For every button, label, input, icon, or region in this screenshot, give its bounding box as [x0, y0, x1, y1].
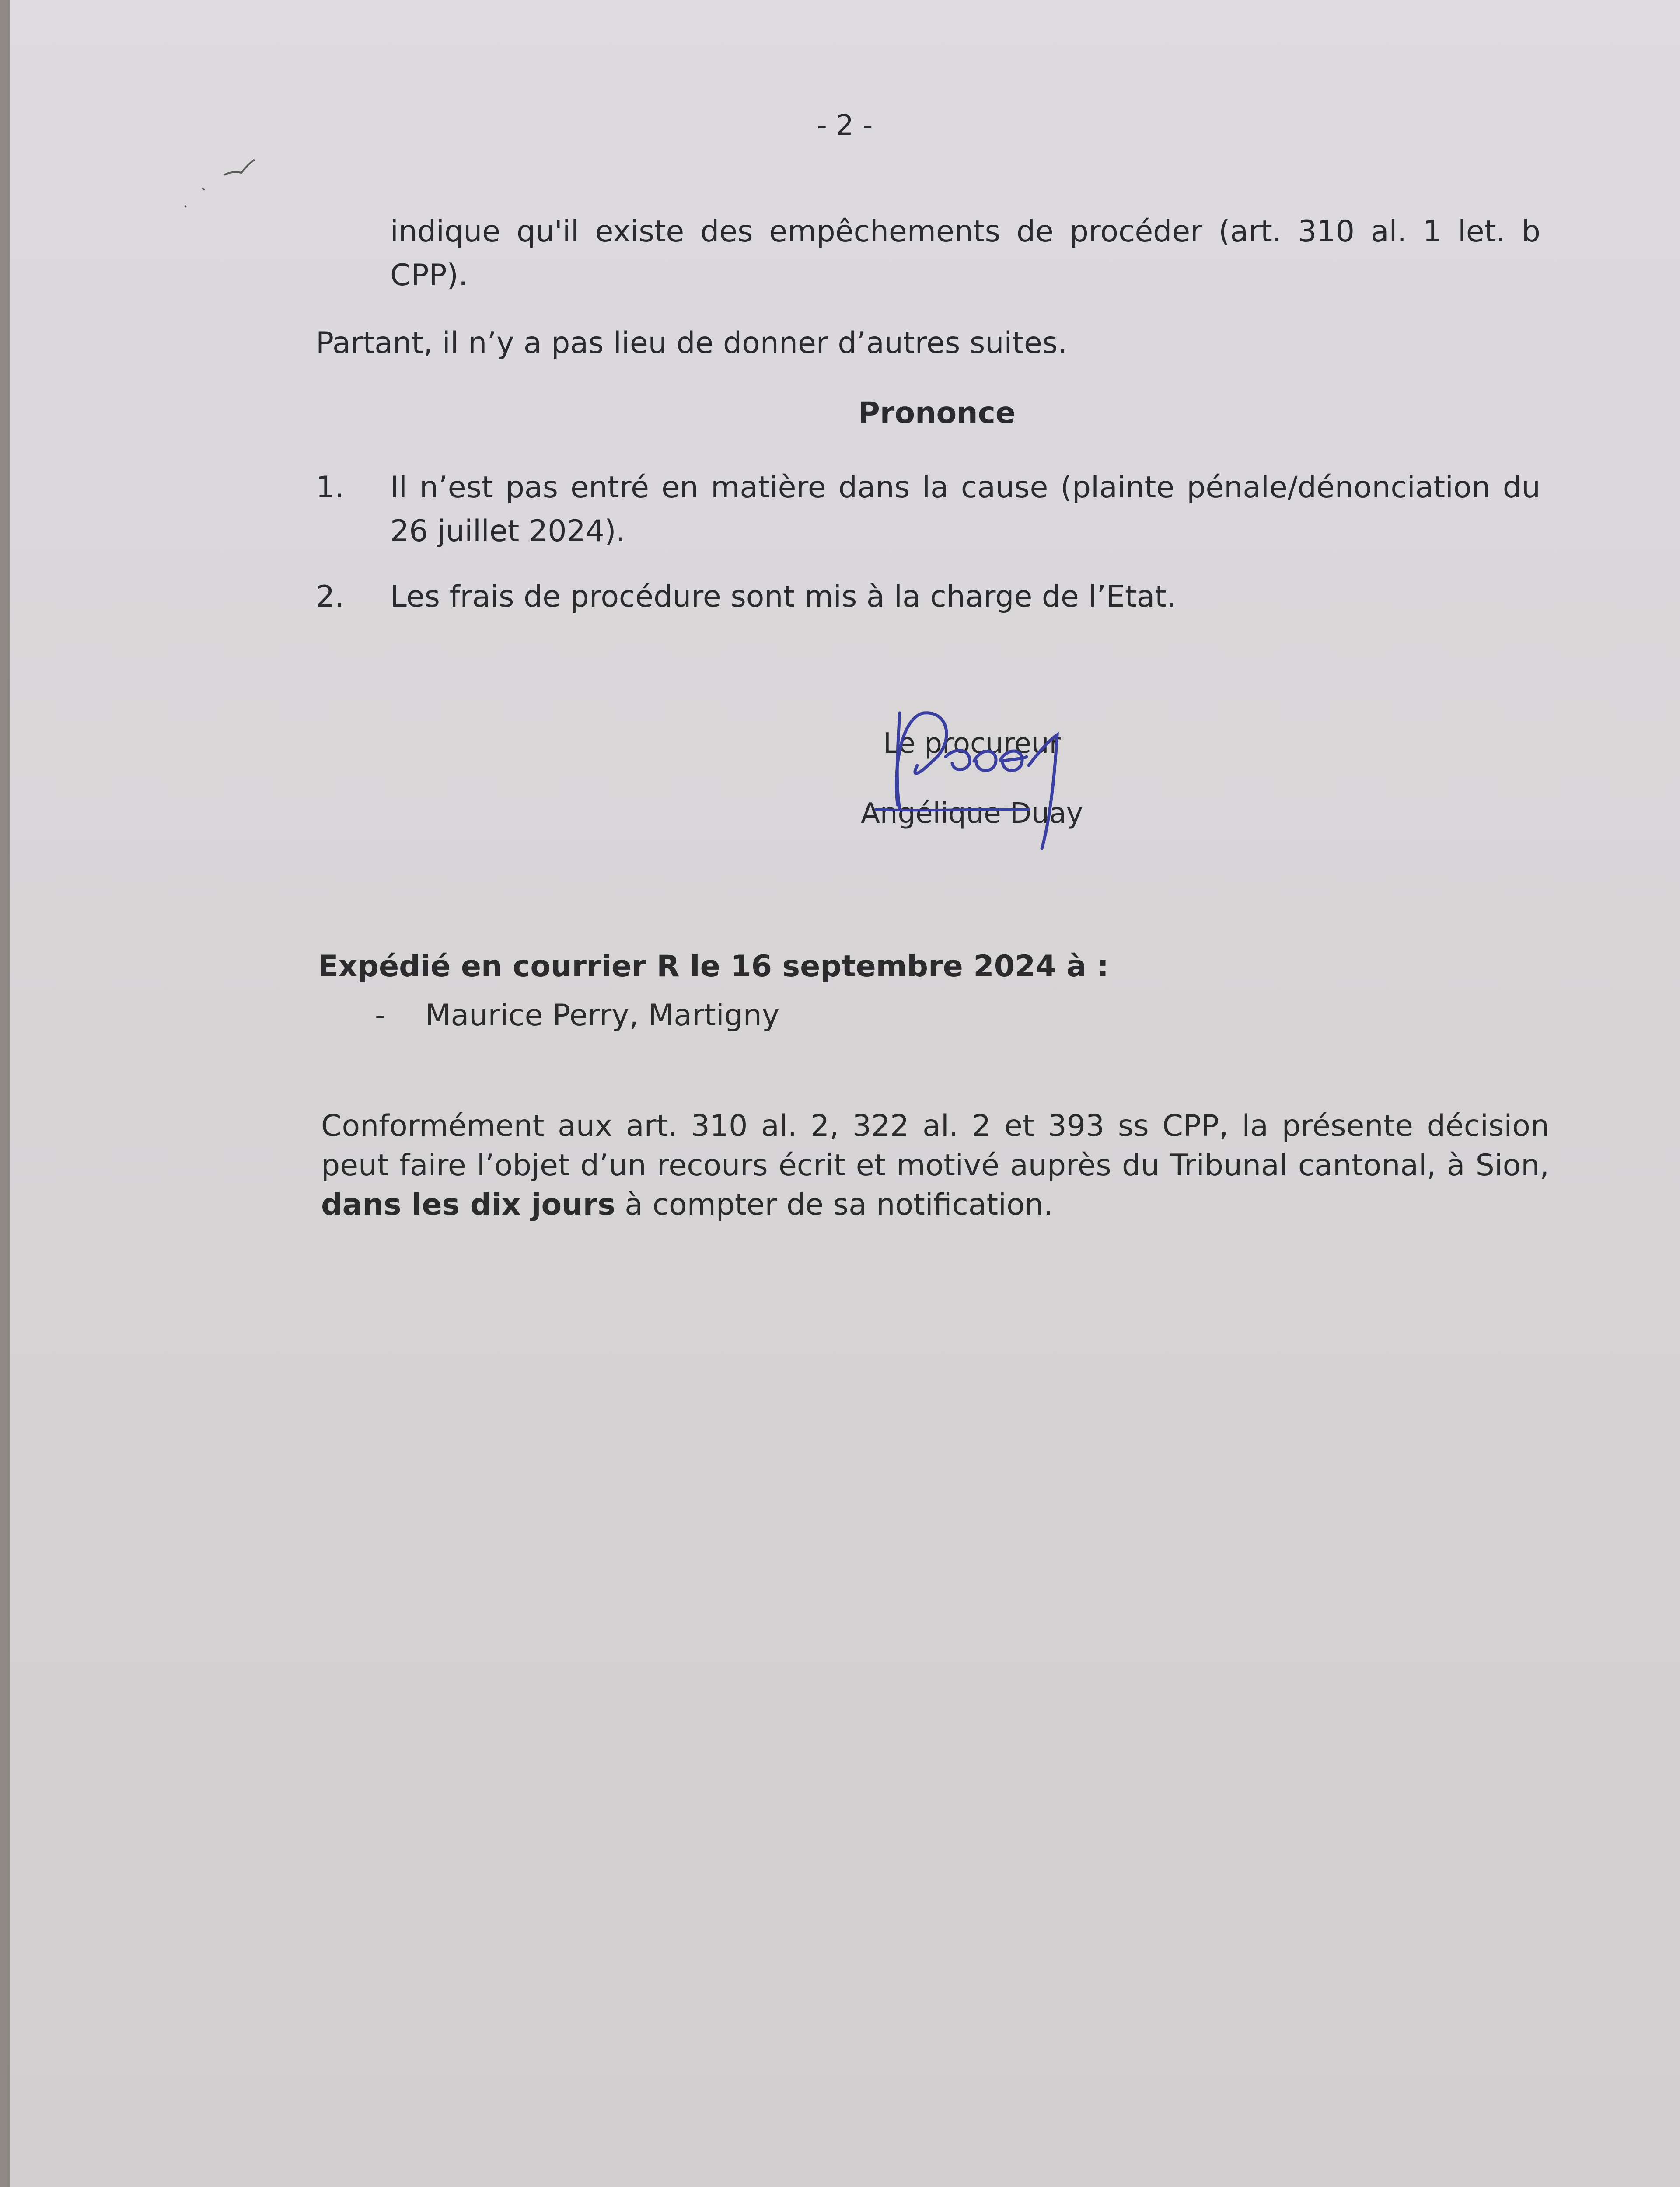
- signatory-title: Le procureur: [883, 727, 1061, 760]
- list-item-number: 1.: [316, 470, 344, 505]
- recipient-bullet: -: [375, 998, 386, 1033]
- appeal-text-end: à compter de sa notification.: [615, 1188, 1053, 1222]
- continuation-paragraph: indique qu'il existe des empêchements de procéder (art. 310 al. 1 let. b CPP).: [390, 214, 1540, 293]
- list-item-number: 2.: [316, 580, 344, 614]
- stray-pen-marks: [176, 149, 307, 219]
- dispatch-heading: Expédié en courrier R le 16 septembre 2024 à :: [318, 949, 1109, 984]
- list-item-text: Les frais de procédure sont mis à la charge de l’Etat.: [390, 580, 1176, 614]
- list-item-text: Il n’est pas entré en matière dans la cause (plainte pénale/dénonciation du 26 juillet 2024).: [390, 470, 1540, 548]
- conclusion-paragraph: Partant, il n’y a pas lieu de donner d’autres suites.: [316, 326, 1067, 360]
- appeal-text: Conformément aux art. 310 al. 2, 322 al. 2 et 393 ss CPP, la présente décision peut faire l’objet d’un recours écrit et motivé auprès du Tribunal cantonal, à Sion,: [321, 1109, 1549, 1183]
- handwritten-signature: [823, 704, 1129, 888]
- appeal-deadline: dans les dix jours: [321, 1188, 615, 1222]
- recipient-name: Maurice Perry, Martigny: [425, 998, 780, 1033]
- signature-block: [823, 704, 1129, 888]
- page-number: - 2 -: [817, 109, 873, 142]
- appeal-notice: [321, 1107, 1549, 1225]
- signatory-name: Angélique Duay: [861, 797, 1083, 830]
- document-page: [10, 0, 1680, 2187]
- section-heading: Prononce: [858, 396, 1016, 430]
